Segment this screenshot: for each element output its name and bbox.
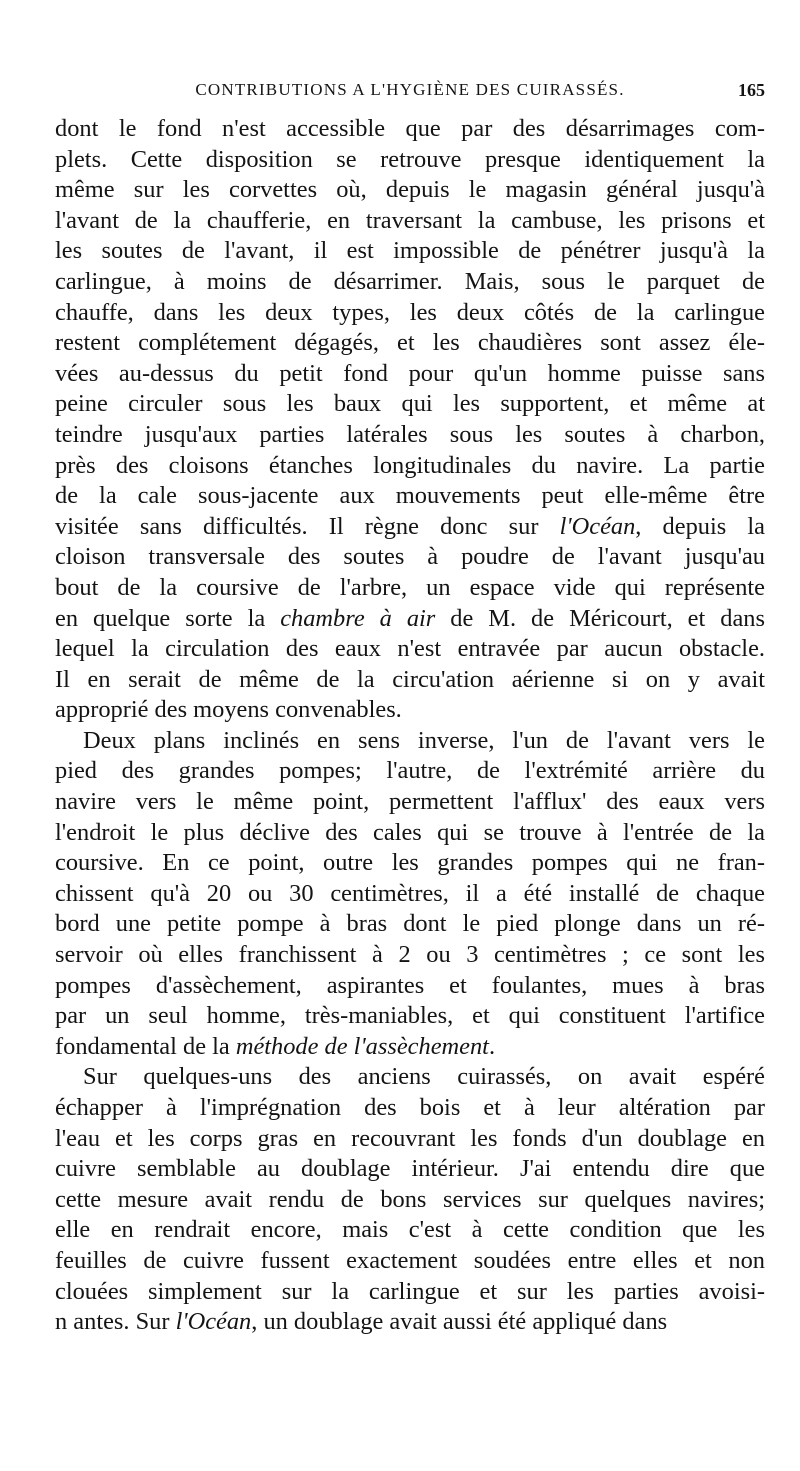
- text-segment: teindre jusqu'aux parties latérales sous les soutes à charbon,: [55, 420, 765, 448]
- text-line: [55, 175, 765, 206]
- text-segment: l'avant de la chaufferie, en traversant la cambuse, les prisons et: [55, 206, 765, 234]
- body-text: [55, 114, 765, 1338]
- text-segment: Il en serait de même de la circu'ation aérienne si on y avait: [55, 665, 765, 693]
- text-segment: plets. Cette disposition se retrouve presque identiquement la: [55, 145, 765, 173]
- text-line: [55, 328, 765, 359]
- text-segment: clouées simplement sur la carlingue et sur les parties avoisi-: [55, 1277, 765, 1305]
- text-line: [55, 756, 765, 787]
- text-segment: échapper à l'imprégnation des bois et à leur altération par: [55, 1094, 765, 1121]
- text-line: [55, 940, 765, 971]
- text-line: [55, 971, 765, 1002]
- italic-text: l'Océan: [559, 512, 636, 540]
- text-line: [55, 359, 765, 390]
- text-line: [55, 236, 765, 267]
- text-line: [55, 1277, 765, 1308]
- text-segment: pied des grandes pompes; l'autre, de l'extrémité arrière du: [55, 757, 765, 785]
- text-line: [55, 665, 765, 696]
- text-segment: bord une petite pompe à bras dont le pied plonge dans un ré-: [55, 910, 765, 938]
- text-segment: pompes d'assèchement, aspirantes et foulantes, mues à bras: [55, 971, 765, 999]
- text-segment: dont le fond n'est accessible que par des désarrimages com-: [55, 115, 765, 142]
- italic-text: chambre à air: [280, 604, 436, 632]
- text-segment: Sur quelques-uns des anciens cuirassés, on avait espéré: [83, 1063, 765, 1091]
- text-segment: coursive. En ce point, outre les grandes pompes qui ne fran-: [55, 849, 765, 877]
- text-line: [55, 420, 765, 451]
- text-line: [55, 1185, 765, 1216]
- text-line: [55, 114, 765, 145]
- text-line: [55, 267, 765, 298]
- text-line: [55, 1246, 765, 1277]
- paragraph: [55, 114, 765, 726]
- text-segment: navire vers le même point, permettent l'afflux' des eaux vers: [55, 788, 765, 816]
- text-segment: l'endroit le plus déclive des cales qui se trouve à l'entrée de la: [55, 818, 765, 846]
- text-segment: de la cale sous-jacente aux mouvements peut elle-même être: [55, 482, 765, 510]
- text-segment: .: [488, 1032, 496, 1060]
- text-line: [55, 726, 765, 757]
- text-line: [55, 298, 765, 329]
- text-line: [55, 145, 765, 176]
- text-line: [55, 695, 765, 726]
- text-line: [55, 1215, 765, 1246]
- paragraph: [55, 1062, 765, 1337]
- running-head: [55, 80, 765, 106]
- text-segment: visitée sans difficultés. Il règne donc sur: [55, 512, 560, 540]
- text-line: [55, 909, 765, 940]
- text-segment: lequel la circulation des eaux n'est entravée par aucun obstacle.: [55, 635, 765, 663]
- text-segment: cuivre semblable au doublage intérieur. J'ai entendu dire que: [55, 1155, 765, 1183]
- text-segment: approprié des moyens convenables.: [55, 696, 402, 724]
- text-segment: près des cloisons étanches longitudinales du navire. La partie: [55, 451, 765, 479]
- text-line: [55, 818, 765, 849]
- text-line: [55, 573, 765, 604]
- text-line: [55, 604, 765, 635]
- text-line: [55, 634, 765, 665]
- text-line: [55, 787, 765, 818]
- italic-text: l'Océan: [175, 1308, 252, 1336]
- text-line: [55, 1307, 765, 1338]
- text-segment: , depuis la: [635, 512, 765, 540]
- text-segment: restent complétement dégagés, et les chaudières sont assez éle-: [55, 329, 765, 357]
- text-segment: servoir où elles franchissent à 2 ou 3 centimètres ; ce sont les: [55, 941, 765, 969]
- text-segment: de M. de Méricourt, et dans: [435, 604, 765, 632]
- italic-text: méthode de l'assèchement: [235, 1032, 489, 1060]
- text-segment: les soutes de l'avant, il est impossible de pénétrer jusqu'à la: [55, 237, 765, 265]
- text-segment: elle en rendrait encore, mais c'est à cette condition que les: [55, 1216, 765, 1244]
- text-line: [55, 1062, 765, 1093]
- text-segment: par un seul homme, très-maniables, et qui constituent l'artifice: [55, 1002, 765, 1030]
- text-line: [55, 206, 765, 237]
- text-segment: en quelque sorte la: [55, 604, 281, 632]
- text-line: [55, 879, 765, 910]
- text-line: [55, 1032, 765, 1063]
- text-segment: cloison transversale des soutes à poudre de l'avant jusqu'au: [55, 543, 765, 571]
- text-line: [55, 451, 765, 482]
- text-line: [55, 848, 765, 879]
- text-segment: chissent qu'à 20 ou 30 centimètres, il a été installé de chaque: [55, 879, 765, 907]
- text-segment: n antes. Sur: [55, 1308, 176, 1336]
- text-segment: feuilles de cuivre fussent exactement soudées entre elles et non: [55, 1246, 765, 1274]
- text-segment: bout de la coursive de l'arbre, un espace vide qui représente: [55, 573, 765, 601]
- text-segment: carlingue, à moins de désarrimer. Mais, sous le parquet de: [55, 267, 765, 295]
- paragraph: [55, 726, 765, 1063]
- text-segment: l'eau et les corps gras en recouvrant les fonds d'un doublage en: [55, 1124, 765, 1152]
- text-line: [55, 1124, 765, 1155]
- text-line: [55, 512, 765, 543]
- text-segment: peine circuler sous les baux qui les supportent, et même at: [55, 390, 765, 418]
- text-segment: fondamental de la: [55, 1032, 236, 1060]
- text-segment: cette mesure avait rendu de bons services sur quelques navires;: [55, 1185, 765, 1213]
- text-segment: chauffe, dans les deux types, les deux côtés de la carlingue: [55, 298, 765, 326]
- text-line: [55, 389, 765, 420]
- text-segment: vées au-dessus du petit fond pour qu'un homme puisse sans: [55, 359, 765, 387]
- text-segment: , un doublage avait aussi été appliqué dans: [251, 1308, 668, 1336]
- text-segment: même sur les corvettes où, depuis le magasin général jusqu'à: [55, 176, 765, 204]
- text-line: [55, 1001, 765, 1032]
- text-line: [55, 542, 765, 573]
- text-segment: Deux plans inclinés en sens inverse, l'un de l'avant vers le: [83, 726, 765, 754]
- text-line: [55, 1154, 765, 1185]
- page-number: 165: [738, 80, 765, 100]
- text-line: [55, 481, 765, 512]
- text-line: [55, 1093, 765, 1124]
- running-title: CONTRIBUTIONS A L'HYGIÈNE DES CUIRASSÉS.: [195, 80, 625, 99]
